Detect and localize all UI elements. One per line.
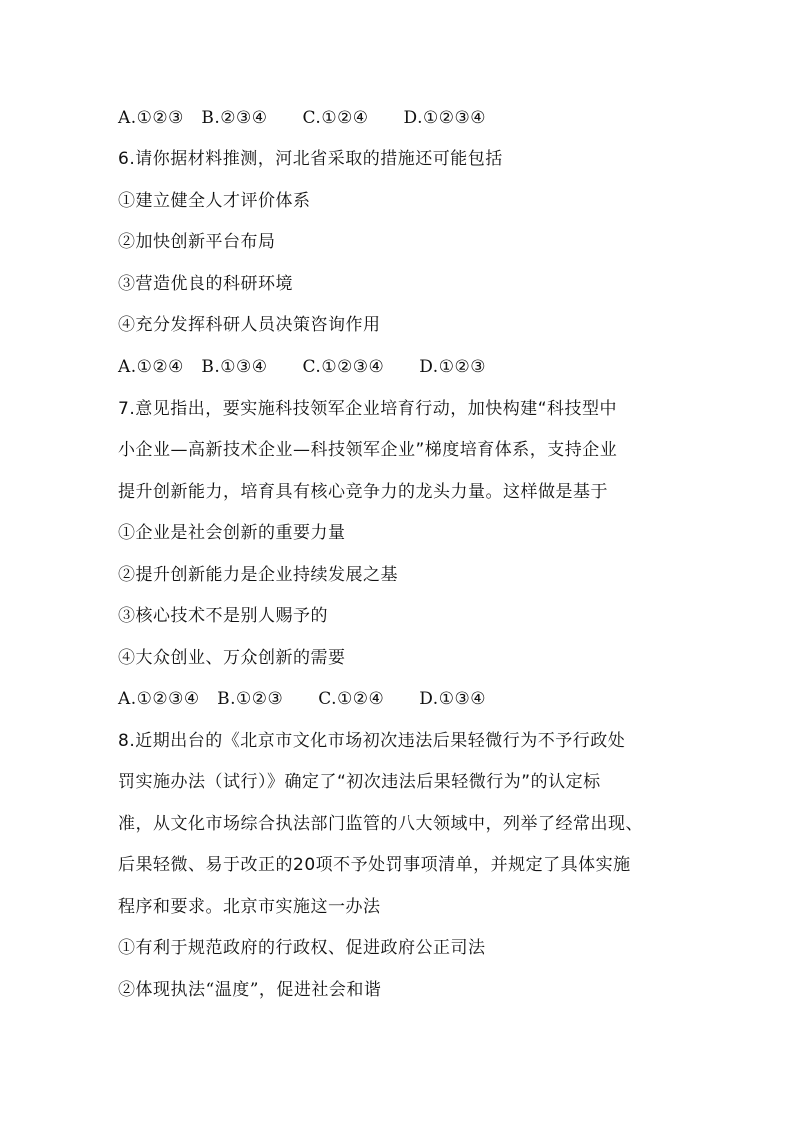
q7-item-2: ②提升创新能力是企业持续发展之基	[118, 565, 398, 585]
q7-stem-line-2: 小企业—高新技术企业—科技领军企业”梯度培育体系，支持企业	[118, 440, 618, 460]
q7-stem-line-3: 提升创新能力，培育具有核心竞争力的龙头力量。这样做是基于	[118, 482, 608, 502]
q6-stem: 6.请你据材料推测，河北省采取的措施还可能包括	[118, 149, 503, 169]
q8-stem-line-2: 罚实施办法（试行）》确定了“初次违法后果轻微行为”的认定标	[118, 772, 601, 792]
q8-stem-line-3: 准，从文化市场综合执法部门监管的八大领域中，列举了经常出现、	[118, 814, 643, 834]
q7-answer-options: A.①②③④ B.①②③ C.①②④ D.①③④	[118, 689, 486, 709]
q7-item-4: ④大众创业、万众创新的需要	[118, 648, 346, 668]
q6-item-4: ④充分发挥科研人员决策咨询作用	[118, 315, 381, 335]
q7-item-3: ③核心技术不是别人赐予的	[118, 606, 328, 626]
q8-item-1: ①有利于规范政府的行政权、促进政府公正司法	[118, 938, 486, 958]
q6-answer-options: A.①②④ B.①③④ C.①②③④ D.①②③	[118, 357, 486, 377]
q8-stem-line-4: 后果轻微、易于改正的20项不予处罚事项清单，并规定了具体实施	[118, 855, 631, 875]
q7-item-1: ①企业是社会创新的重要力量	[118, 523, 346, 543]
q8-item-2: ②体现执法“温度”，促进社会和谐	[118, 980, 382, 1000]
q8-stem-line-5: 程序和要求。北京市实施这一办法	[118, 897, 381, 917]
q8-stem-line-1: 8.近期出台的《北京市文化市场初次违法后果轻微行为不予行政处	[118, 731, 626, 751]
q7-stem-line-1: 7.意见指出，要实施科技领军企业培育行动，加快构建“科技型中	[118, 399, 618, 419]
q6-item-3: ③营造优良的科研环境	[118, 274, 293, 294]
q6-item-2: ②加快创新平台布局	[118, 232, 276, 252]
q5-answer-options: A.①②③ B.②③④ C.①②④ D.①②③④	[118, 108, 486, 128]
q6-item-1: ①建立健全人才评价体系	[118, 191, 311, 211]
